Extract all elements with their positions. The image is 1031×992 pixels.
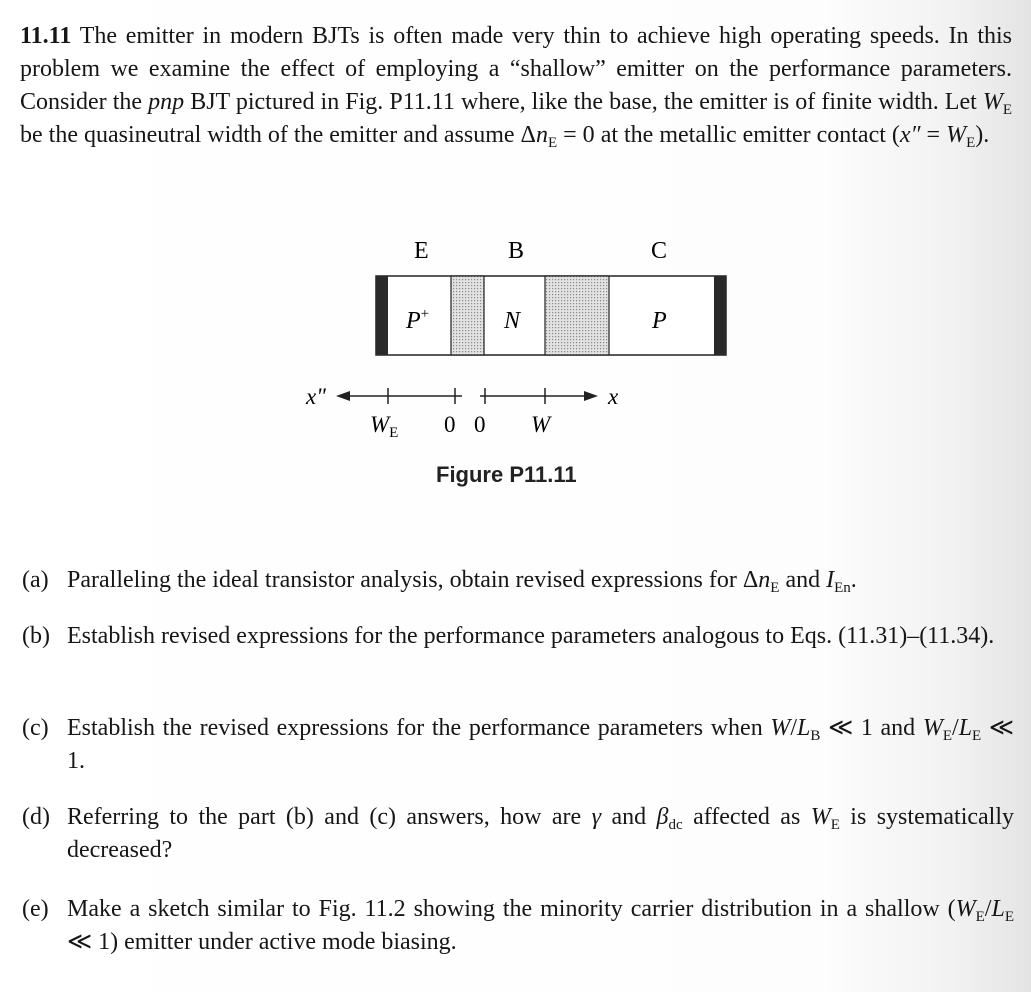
part-d-text: Referring to the part (b) and (c) answers, how are γ and $\beta_{dc}$ affected as $W_E$ is systematically decreased? — [67, 804, 1015, 863]
tick-label-zero-left: 0 — [444, 412, 456, 437]
problem-number: 11.11 — [20, 23, 72, 49]
axis-arrow-right — [584, 391, 598, 401]
tick-label-w: W — [531, 412, 551, 437]
part-a-text: Paralleling the ideal transistor analysis, obtain revised expressions for $\Delta n_E$ and $I_{En}$. — [67, 567, 857, 596]
problem-text-4: at the metallic emitter contact — [600, 122, 886, 148]
eq-contact-position: $(x'' = W_E)$. — [891, 122, 990, 151]
part-d — [22, 801, 1014, 867]
part-a-label: (a) — [22, 567, 49, 593]
tick-label-we: $W_E$ — [370, 412, 399, 441]
part-c-text: Establish the revised expressions for the performance parameters when $W/L_B$ ≪ 1 and $W_E/L_E$ ≪ 1. — [67, 715, 1015, 774]
part-b-text: Establish revised expressions for the performance parameters analogous to Eqs. (11.31)–(11.34). — [67, 623, 995, 649]
part-b-label: (b) — [22, 623, 50, 649]
tick-label-zero-right: 0 — [474, 412, 486, 437]
emitter-contact — [376, 276, 388, 355]
part-e — [22, 893, 1014, 959]
depletion-region-eb — [451, 276, 484, 355]
figure-caption: Figure P11.11 — [436, 462, 577, 487]
problem-text-3: be the quasineutral width of the emitter and assume — [20, 122, 515, 148]
part-e-label: (e) — [22, 896, 49, 922]
part-a — [22, 564, 1014, 597]
doping-label-collector: P — [652, 308, 667, 334]
doping-label-emitter: P+ — [406, 306, 430, 334]
collector-contact — [714, 276, 726, 355]
bjt-figure — [0, 0, 1031, 460]
eq-delta-n: $\Delta n_E = 0$ — [520, 122, 595, 151]
part-d-label: (d) — [22, 804, 50, 830]
region-label-c: C — [651, 238, 668, 264]
part-e-text: Make a sketch similar to Fig. 11.2 showing the minority carrier distribution in a shallow ($W_E/L_E$ ≪ 1) emitter under active mode biasing. — [67, 896, 1014, 955]
part-b — [22, 620, 1014, 653]
axis-label-x-double-prime: x" — [306, 384, 326, 409]
pnp-term: pnp — [148, 89, 185, 115]
problem-text-1: The emitter in modern BJTs is often made very thin to achieve high operating speeds. In this problem we examine the effect of employing a “shallow” emitter on the performance parameters. Consider the — [20, 23, 1012, 115]
axis-arrow-left — [336, 391, 350, 401]
symbol-we: $W_E$ — [982, 89, 1013, 118]
problem-text-2: BJT pictured in Fig. P11.11 where, like the base, the emitter is of finite width. Let — [190, 89, 977, 115]
doping-label-base: N — [504, 308, 521, 334]
axis-label-x: x — [608, 384, 619, 409]
part-c — [22, 712, 1014, 778]
part-c-label: (c) — [22, 715, 49, 741]
region-label-b: B — [508, 238, 525, 264]
region-label-e: E — [414, 238, 429, 264]
depletion-region-bc — [545, 276, 609, 355]
